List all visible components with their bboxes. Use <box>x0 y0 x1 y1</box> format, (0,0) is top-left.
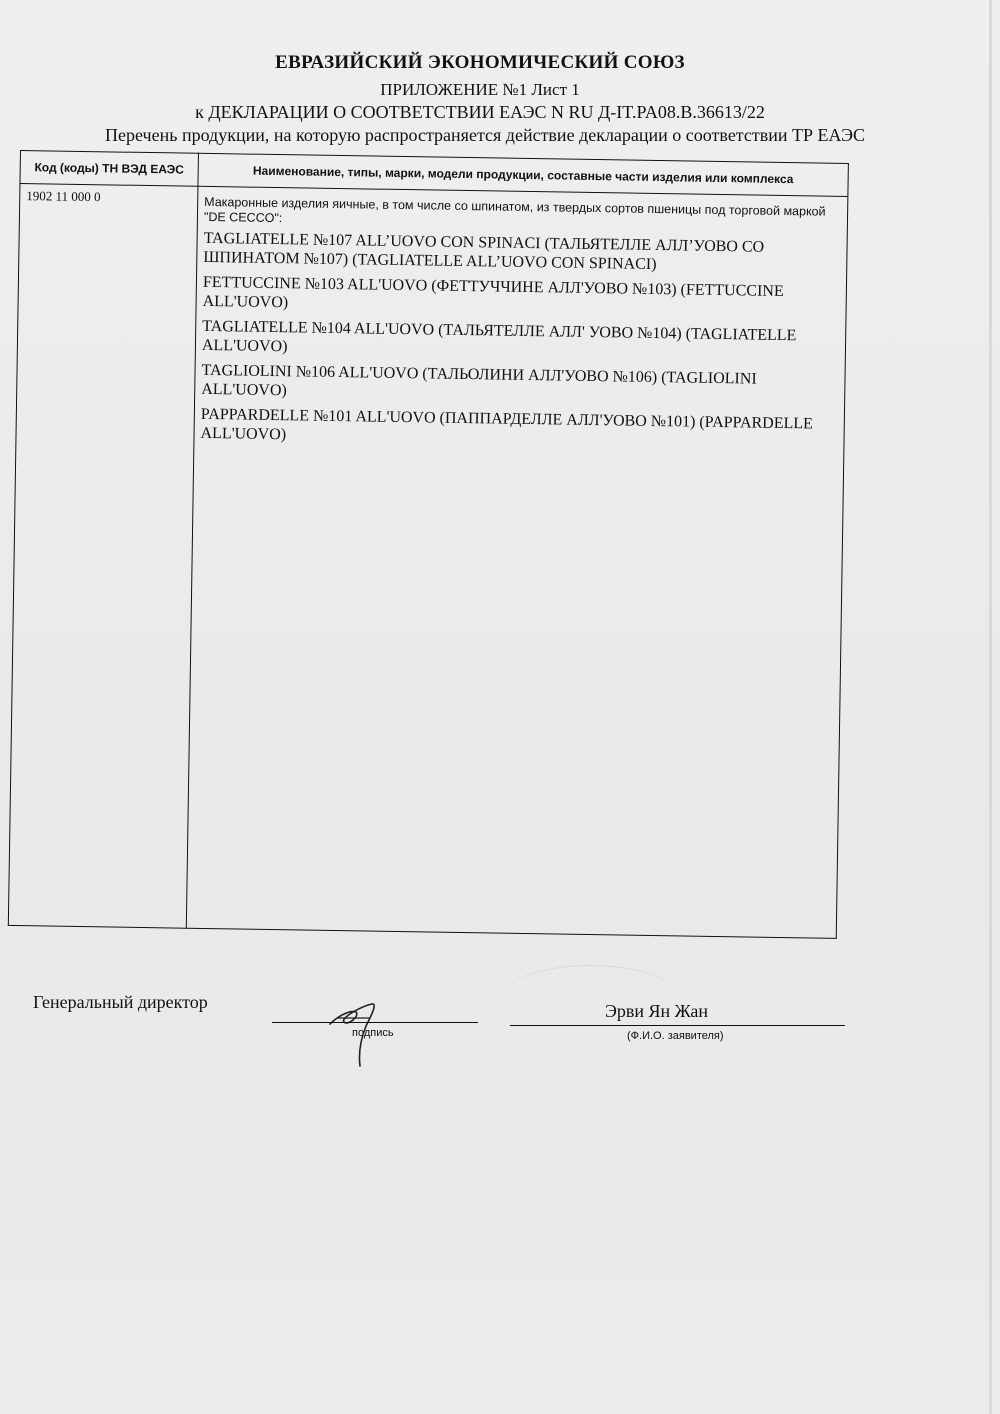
signature-line <box>272 1022 478 1023</box>
product-intro-text: Макаронные изделия яичные, в том числе со шпинатом, из твердых сортов пшеницы под торговой маркой "DE CECCO": <box>203 194 826 226</box>
list-item: PAPPARDELLE №101 ALL'UOVO (ПАППАРДЕЛЛЕ АЛЛ'УОВО №101) (PAPPARDELLE ALL'UOVO) <box>200 405 814 444</box>
annex-label: ПРИЛОЖЕНИЕ №1 Лист 1 <box>380 80 580 99</box>
list-item: TAGLIATELLE №107 ALL’UOVO CON SPINACI (ТАЛЬЯТЕЛЛЕ АЛЛ’УОВО СО ШПИНАТОМ №107) (TAGLIATELLE ALL’UOVO CON SPINACI) <box>203 229 765 274</box>
column-header-name: Наименование, типы, марки, модели продукции, составные части изделия или комплекса <box>198 153 848 196</box>
name-line <box>510 1025 845 1026</box>
table-row <box>8 184 848 939</box>
scan-edge <box>989 0 992 1414</box>
hs-code-cell: 1902 11 000 0 <box>8 184 198 929</box>
product-list-title: Перечень продукции, на которую распространяется действие декларации о соответствии ТР ЕАЭС <box>105 125 865 145</box>
list-item: TAGLIOLINI №106 ALL'UOVO (ТАЛЬОЛИНИ АЛЛ'УОВО №106) (TAGLIOLINI ALL'UOVO) <box>201 361 757 400</box>
list-item: FETTUCCINE №103 ALL'UOVO (ФЕТТУЧЧИНЕ АЛЛ'УОВО №103) (FETTUCCINE ALL'UOVO) <box>202 273 784 312</box>
declaration-reference: к ДЕКЛАРАЦИИ О СООТВЕТСТВИИ ЕАЭС N RU Д-IT.PA08.B.36613/22 <box>195 102 765 122</box>
signatory-role: Генеральный директор <box>33 992 208 1012</box>
products-table <box>8 150 849 939</box>
signatory-name: Эрви Ян Жан <box>605 1001 708 1021</box>
union-title: ЕВРАЗИЙСКИЙ ЭКОНОМИЧЕСКИЙ СОЮЗ <box>275 52 685 73</box>
signature-caption: подпись <box>352 1027 394 1039</box>
list-item: TAGLIATELLE №104 ALL'UOVO (ТАЛЬЯТЕЛЛЕ АЛЛ' УОВО №104) (TAGLIATELLE ALL'UOVO) <box>201 317 797 356</box>
products-table-wrapper <box>8 150 848 939</box>
product-description-cell <box>186 186 848 938</box>
column-header-code: Код (коды) ТН ВЭД ЕАЭС <box>20 151 198 187</box>
name-caption: (Ф.И.О. заявителя) <box>627 1030 724 1042</box>
